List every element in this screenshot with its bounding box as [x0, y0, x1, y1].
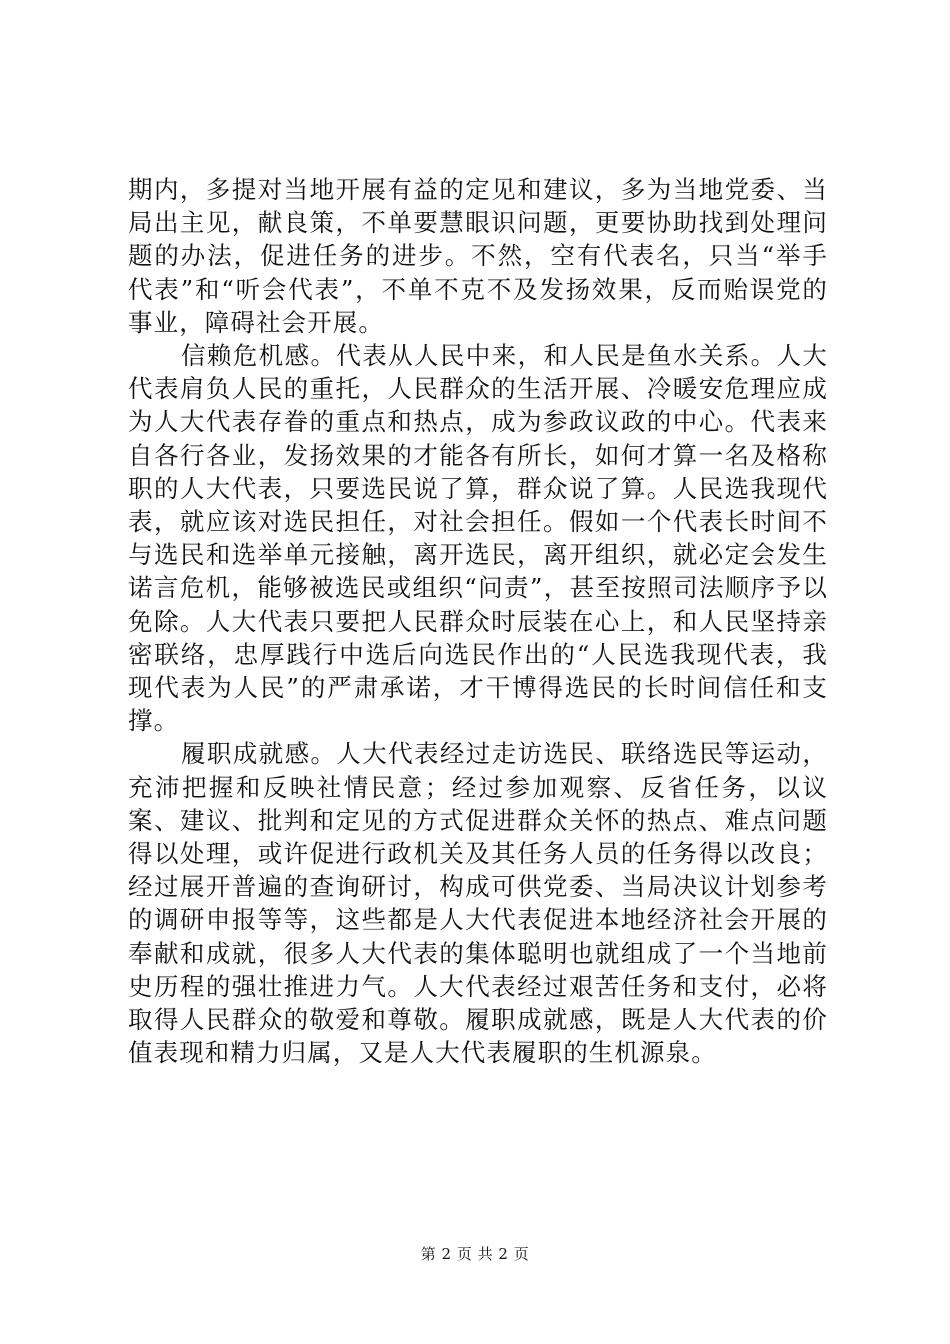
paragraph-achievement: 履职成就感。人大代表经过走访选民、联络选民等运动，充沛把握和反映社情民意；经过参加观察、反省任务，以议案、建议、批判和定见的方式促进群众关怀的热点、难点问题得以处理，或许促进行政机关及其任务人员的任务得以改良；经过展开普遍的查询研讨，构成可供党委、当局决议计划参考的调研申报等等，这些都是人大代表促进本地经济社会开展的奉献和成就，很多人大代表的集体聪明也就组成了一个当地前史历程的强壮推进力气。人大代表经过艰苦任务和支付，必将取得人民群众的敬爱和尊敬。履职成就感，既是人大代表的价值表现和精力归属，又是人大代表履职的生机源泉。: [128, 739, 828, 1068]
paragraph-trust-crisis: 信赖危机感。代表从人民中来，和人民是鱼水关系。人大代表肩负人民的重托，人民群众的生活开展、冷暖安危理应成为人大代表存眷的重点和热点，成为参政议政的中心。代表来自各行各业，发扬效果的才能各有所长，如何才算一名及格称职的人大代表，只要选民说了算，群众说了算。人民选我现代表，就应该对选民担任，对社会担任。假如一个代表长时间不与选民和选举单元接触，离开选民，离开组织，就必定会发生诺言危机，能够被选民或组织“问责”，甚至按照司法顺序予以免除。人大代表只要把人民群众时辰装在心上，和人民坚持亲密联络，忠厚践行中选后向选民作出的“人民选我现代表，我现代表为人民”的严肃承诺，才干博得选民的长时间信任和支撑。: [128, 341, 828, 736]
page-number-footer: 第 2 页 共 2 页: [420, 1245, 530, 1263]
document-body: [128, 173, 828, 1069]
paragraph-continuation: 期内，多提对当地开展有益的定见和建议，多为当地党委、当局出主见，献良策，不单要慧眼识问题，更要协助找到处理问题的办法，促进任务的进步。不然，空有代表名，只当“举手代表”和“听会代表”，不单不克不及发扬效果，反而贻误党的事业，障碍社会开展。: [128, 175, 828, 337]
